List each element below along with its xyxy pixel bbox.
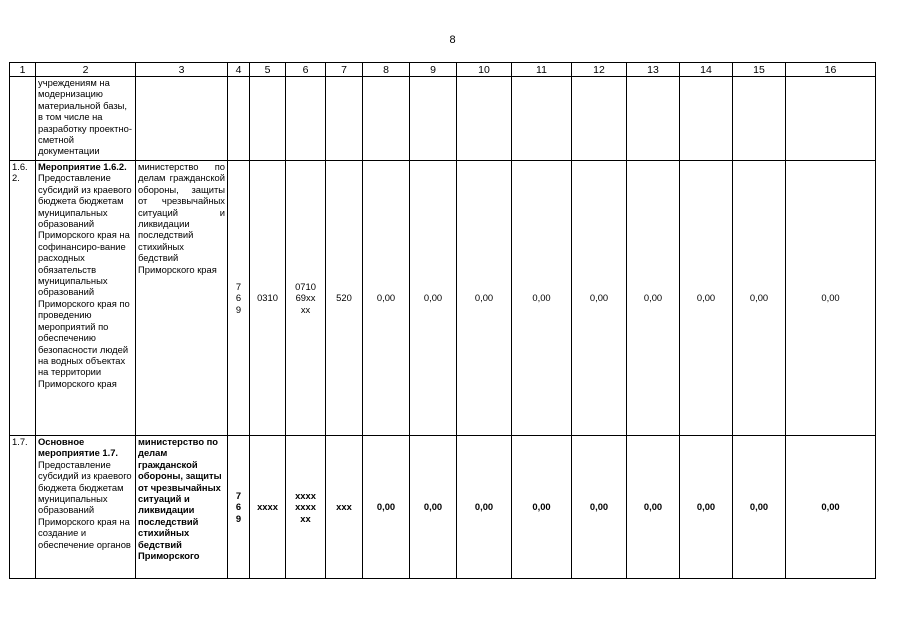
value-cell: [627, 77, 680, 161]
grbs-code-cell: [228, 77, 250, 161]
column-header: 11: [512, 63, 572, 77]
measure-name-cell: [36, 436, 136, 579]
column-header: 8: [363, 63, 410, 77]
value-cell: 0,00: [457, 436, 512, 579]
table-row: [10, 77, 876, 161]
column-header: 5: [250, 63, 286, 77]
value-cell: 0,00: [733, 161, 786, 436]
section-code-cell: [250, 77, 286, 161]
target-code-cell: 0710 69xx xx: [286, 161, 326, 436]
value-cell: [786, 77, 876, 161]
value-cell: 0,00: [680, 161, 733, 436]
measure-title: Основное мероприятие 1.7.: [38, 436, 119, 459]
column-header: 9: [410, 63, 457, 77]
value-cell: 0,00: [410, 436, 457, 579]
column-header: 10: [457, 63, 512, 77]
executor-cell: [136, 77, 228, 161]
column-header: 4: [228, 63, 250, 77]
measure-name-cell: [36, 77, 136, 161]
value-cell: [733, 77, 786, 161]
column-header: 15: [733, 63, 786, 77]
value-cell: 0,00: [512, 436, 572, 579]
value-cell: 0,00: [733, 436, 786, 579]
value-cell: [572, 77, 627, 161]
value-cell: 0,00: [627, 436, 680, 579]
table-row: [10, 161, 876, 436]
target-code-cell: хххх хххх хх: [286, 436, 326, 579]
measure-text: Предоставление субсидий из краевого бюджета бюджетам муниципальных образований Приморского края на создание и обеспечение органов: [38, 458, 132, 550]
measure-text: учреждениям на модернизацию материальной базы, в том числе на разработку проектно-сметной документации: [38, 77, 132, 157]
row-number: 1.7.: [10, 436, 36, 579]
expense-type-cell: 520: [326, 161, 363, 436]
value-cell: 0,00: [572, 161, 627, 436]
value-cell: [363, 77, 410, 161]
column-header: 13: [627, 63, 680, 77]
measure-title: Мероприятие 1.6.2.: [38, 161, 127, 172]
column-header: 1: [10, 63, 36, 77]
grbs-code-cell: 7 6 9: [228, 161, 250, 436]
value-cell: [512, 77, 572, 161]
program-table: [9, 62, 876, 579]
section-code-cell: хххх: [250, 436, 286, 579]
page-number: 8: [449, 34, 456, 46]
row-number: [10, 77, 36, 161]
grbs-code-cell: 7 6 9: [228, 436, 250, 579]
value-cell: 0,00: [410, 161, 457, 436]
column-header: 14: [680, 63, 733, 77]
measure-name-cell: [36, 161, 136, 436]
value-cell: 0,00: [457, 161, 512, 436]
value-cell: [457, 77, 512, 161]
value-cell: 0,00: [786, 161, 876, 436]
value-cell: 0,00: [512, 161, 572, 436]
value-cell: 0,00: [786, 436, 876, 579]
value-cell: 0,00: [363, 436, 410, 579]
executor-cell: министерство по делам гражданской обороны, защиты от чрезвычайных ситуаций и ликвидации последствий стихийных бедствий Приморского: [136, 436, 228, 579]
column-header: 7: [326, 63, 363, 77]
target-code-cell: [286, 77, 326, 161]
value-cell: 0,00: [680, 436, 733, 579]
value-cell: 0,00: [572, 436, 627, 579]
expense-type-cell: ххх: [326, 436, 363, 579]
value-cell: 0,00: [363, 161, 410, 436]
column-header: 3: [136, 63, 228, 77]
column-header: 12: [572, 63, 627, 77]
expense-type-cell: [326, 77, 363, 161]
value-cell: [680, 77, 733, 161]
column-header: 6: [286, 63, 326, 77]
column-header: 16: [786, 63, 876, 77]
row-number: 1.6. 2.: [10, 161, 36, 436]
value-cell: [410, 77, 457, 161]
header-row: [10, 63, 876, 77]
table-row: [10, 436, 876, 579]
value-cell: 0,00: [627, 161, 680, 436]
measure-text: Предоставление субсидий из краевого бюджета бюджетам муниципальных образований Приморского края на софинансиро-вание расходных обязательств муниципальных образований Приморского края по проведению мероприятий по обеспечению безопасности людей на водных объектах на территории Приморского края: [38, 172, 132, 389]
section-code-cell: 0310: [250, 161, 286, 436]
executor-cell: министерство по делам гражданской обороны, защиты от чрезвычайных ситуаций и ликвидации последствий стихийных бедствий Приморского края: [136, 161, 228, 436]
column-header: 2: [36, 63, 136, 77]
